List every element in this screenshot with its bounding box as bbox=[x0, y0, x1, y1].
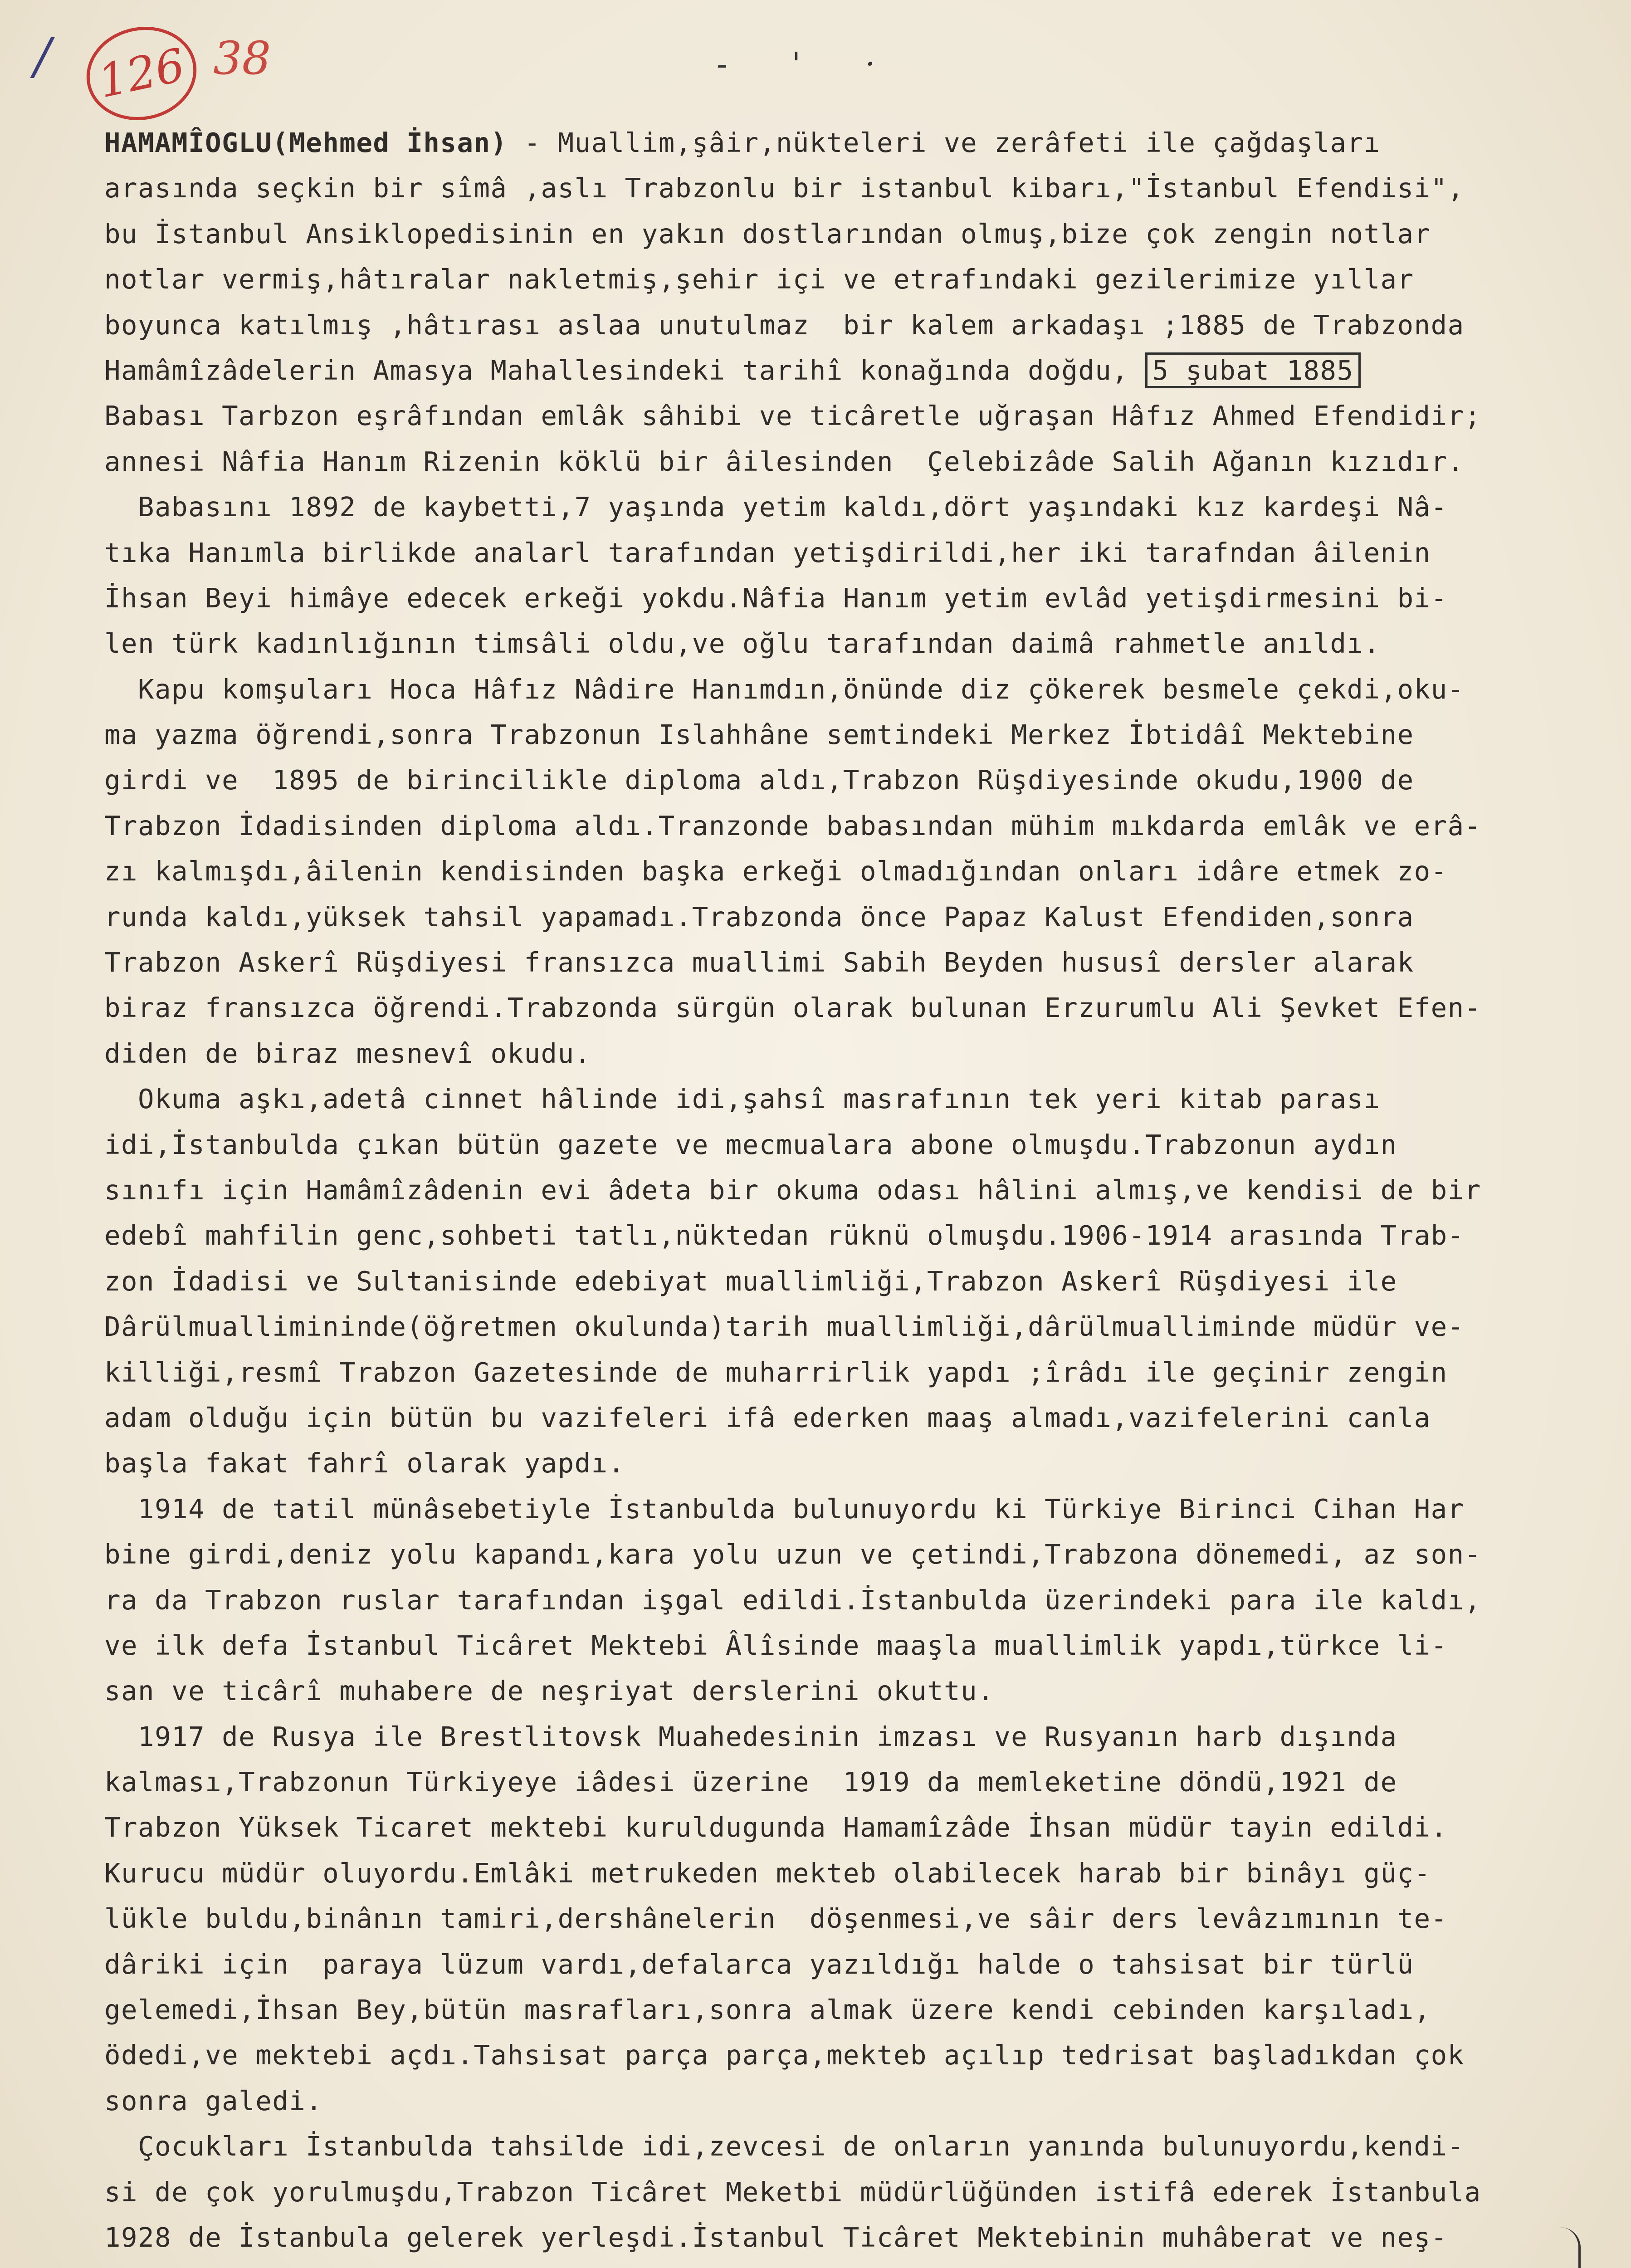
text-line: ödedi,ve mektebi açdı.Tahsisat parça parça,mekteb açılıp tedrisat başladıkdan çok bbox=[104, 2039, 1465, 2071]
text-line: killiği,resmî Trabzon Gazetesinde de muharrirlik yapdı ;îrâdı ile geçinir zengin bbox=[104, 1356, 1448, 1388]
text-line: Babası Tarbzon eşrâfından emlâk sâhibi ve ticâretle uğraşan Hâfız Ahmed Efendidir; bbox=[104, 400, 1481, 432]
text-line: Kapu komşuları Hoca Hâfız Nâdire Hanımdın,önünde diz çökerek besmele çekdi,oku- bbox=[104, 673, 1465, 705]
text-line: Trabzon Askerî Rüşdiyesi fransızca muallimi Sabih Beyden hususî dersler alarak bbox=[104, 947, 1414, 978]
text-line: ma yazma öğrendi,sonra Trabzonun Islahhâne semtindeki Merkez İbtidâî Mektebine bbox=[104, 719, 1414, 751]
text-line: sonra galedi. bbox=[104, 2085, 323, 2116]
text-line: si de çok yorulmuşdu,Trabzon Ticâret Meketbi müdürlüğünden istifâ ederek İstanbula bbox=[104, 2176, 1481, 2208]
text-line: ve ilk defa İstanbul Ticâret Mektebi Âlîsinde maaşla muallimlik yapdı,türkce li- bbox=[104, 1629, 1448, 1661]
margin-mark: / bbox=[34, 27, 51, 85]
text-line: idi,İstanbulda çıkan bütün gazete ve mecmualara abone olmuşdu.Trabzonun aydın bbox=[104, 1129, 1397, 1160]
text-line: kalması,Trabzonun Türkiyeye iâdesi üzerine 1919 da memleketine döndü,1921 de bbox=[104, 1766, 1397, 1798]
text-line: başla fakat fahrî olarak yapdı. bbox=[104, 1447, 625, 1479]
text-line: zon İdadisi ve Sultanisinde edebiyat muallimliği,Trabzon Askerî Rüşdiyesi ile bbox=[104, 1265, 1397, 1297]
text-line bbox=[104, 120, 1601, 166]
text-line: boyunca katılmış ,hâtırası aslaa unutulmaz bir kalem arkadaşı ;1885 de Trabzonda bbox=[104, 309, 1465, 341]
stray-marks: - ' · bbox=[717, 45, 903, 83]
text-line: Trabzon İdadisinden diploma aldı.Tranzonde babasından mühim mıkdarda emlâk ve erâ- bbox=[104, 810, 1481, 841]
text-line-content: Hamâmîzâdelerin Amasya Mahallesindeki tarihî konağında doğdu, bbox=[104, 354, 1146, 386]
text-line bbox=[104, 348, 1601, 393]
text-line: diden de biraz mesnevî okudu. bbox=[104, 1037, 591, 1069]
text-line: sınıfı için Hamâmîzâdenin evi âdeta bir okuma odası hâlini almış,ve kendisi de bir bbox=[104, 1174, 1481, 1206]
text-line: zı kalmışdı,âilenin kendisinden başka erkeği olmadığından onları idâre etmek zo- bbox=[104, 855, 1448, 887]
text-line: Dârülmuallimininde(öğretmen okulunda)tarih muallimliği,dârülmualliminde müdür ve- bbox=[104, 1311, 1465, 1343]
text-line: runda kaldı,yüksek tahsil yapamadı.Trabzonda önce Papaz Kalust Efendiden,sonra bbox=[104, 901, 1414, 933]
text-line bbox=[104, 2260, 1601, 2268]
text-line: Okuma aşkı,adetâ cinnet hâlinde idi,şahsî masrafının tek yeri kitab parası bbox=[104, 1083, 1381, 1115]
margin-annotations bbox=[0, 0, 1631, 136]
text-line: dâriki için paraya lüzum vardı,defalarca yazıldığı halde o tahsisat bir türlü bbox=[104, 1948, 1414, 1980]
text-line: 1914 de tatil münâsebetiyle İstanbulda bulunuyordu ki Türkiye Birinci Cihan Har bbox=[104, 1493, 1465, 1525]
text-line: edebî mahfilin genc,sohbeti tatlı,nüktedan rüknü olmuşdu.1906-1914 arasında Trab- bbox=[104, 1220, 1465, 1251]
text-line: Babasını 1892 de kaybetti,7 yaşında yetim kaldı,dört yaşındaki kız kardeşi Nâ- bbox=[104, 491, 1448, 523]
text-line: girdi ve 1895 de birincilikle diploma aldı,Trabzon Rüşdiyesinde okudu,1900 de bbox=[104, 764, 1414, 796]
text-line: 1928 de İstanbula gelerek yerleşdi.İstanbul Ticâret Mektebinin muhâberat ve neş- bbox=[104, 2221, 1448, 2253]
text-line: gelemedi,İhsan Bey,bütün masrafları,sonra almak üzere kendi cebinden karşıladı, bbox=[104, 1994, 1431, 2026]
typed-text bbox=[104, 120, 1601, 2268]
circled-page-number: 126 bbox=[78, 17, 205, 130]
text-line: lükle buldu,binânın tamiri,dershânelerin döşenmesi,ve sâir ders levâzımının te- bbox=[104, 1903, 1448, 1935]
boxed-birth-date: 5 şubat 1885 bbox=[1145, 352, 1360, 388]
text-line: biraz fransızca öğrendi.Trabzonda sürgün olarak bulunan Erzurumlu Ali Şevket Efen- bbox=[104, 992, 1481, 1024]
red-page-number: 38 bbox=[213, 32, 271, 85]
text-line: arasında seçkin bir sîmâ ,aslı Trabzonlu bir istanbul kibarı,"İstanbul Efendisi", bbox=[104, 172, 1465, 204]
text-line: ra da Trabzon ruslar tarafından işgal edildi.İstanbulda üzerindeki para ile kaldı, bbox=[104, 1584, 1481, 1616]
text-line: annesi Nâfia Hanım Rizenin köklü bir âilesinden Çelebizâde Salih Ağanın kızıdır. bbox=[104, 445, 1465, 477]
entry-name: HAMAMÎOGLU(Mehmed İhsan) bbox=[104, 127, 508, 158]
text-line: İhsan Beyi himâye edecek erkeği yokdu.Nâfia Hanım yetim evlâd yetişdirmesini bi- bbox=[104, 582, 1448, 614]
text-line-content: - Muallim,şâir,nükteleri ve zerâfeti ile çağdaşları bbox=[507, 127, 1381, 158]
text-line: adam olduğu için bütün bu vazifeleri ifâ ederken maaş almadı,vazifelerini canla bbox=[104, 1402, 1431, 1433]
text-line: len türk kadınlığının timsâli oldu,ve oğlu tarafından daimâ rahmetle anıldı. bbox=[104, 628, 1381, 660]
text-line: 1917 de Rusya ile Brestlitovsk Muahedesinin imzası ve Rusyanın harb dışında bbox=[104, 1721, 1397, 1752]
text-line: Kurucu müdür oluyordu.Emlâki metrukeden mekteb olabilecek harab bir binâyı güç- bbox=[104, 1857, 1431, 1889]
text-line: Çocukları İstanbulda tahsilde idi,zevcesi de onların yanında bulunuyordu,kendi- bbox=[104, 2131, 1465, 2162]
text-line: notlar vermiş,hâtıralar nakletmiş,şehir içi ve etrafındaki gezilerimize yıllar bbox=[104, 264, 1414, 295]
text-line: tıka Hanımla birlikde analarl tarafından yetişdirildi,her iki tarafndan âilenin bbox=[104, 537, 1431, 568]
text-line: bine girdi,deniz yolu kapandı,kara yolu uzun ve çetindi,Trabzona dönemedi, az son- bbox=[104, 1539, 1481, 1570]
text-line: Trabzon Yüksek Ticaret mektebi kuruldugunda Hamamîzâde İhsan müdür tayin edildi. bbox=[104, 1812, 1448, 1843]
text-line: bu İstanbul Ansiklopedisinin en yakın dostlarından olmuş,bize çok zengin notlar bbox=[104, 218, 1431, 249]
text-line: san ve ticârî muhabere de neşriyat derslerini okuttu. bbox=[104, 1675, 995, 1707]
